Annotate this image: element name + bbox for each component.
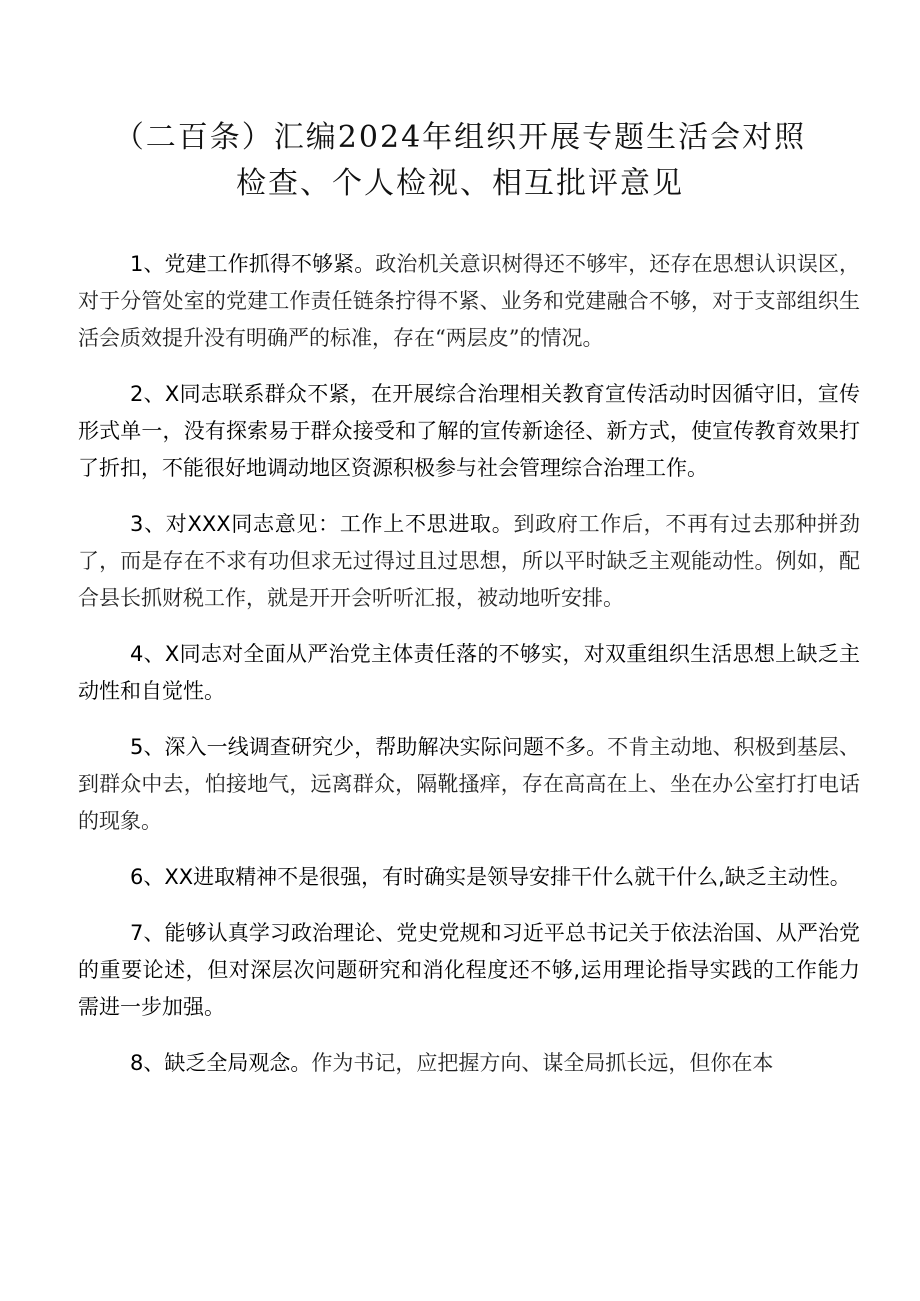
paragraph-1-heading: 1、党建工作抓得不够紧。	[130, 252, 376, 276]
document-title-line-1: （二百条）汇编2024年组织开展专题生活会对照	[113, 120, 807, 155]
paragraph-5	[78, 729, 860, 840]
paragraph-8	[78, 1045, 860, 1082]
paragraph-2	[78, 376, 860, 487]
paragraph-5-text: 不肯主动地、积极到基层、到群众中去，怕接地气，远离群众，隔靴搔痒，存在高高在上、坐在办公室打打电话的现象。	[78, 735, 861, 833]
document-body	[78, 246, 860, 1101]
paragraph-2-heading: 2、X同志联系群众不紧，在开展综合治理相关教育宣传活动时因循守旧，宣传形式单一，没有探索易于群众接受和了解的宣传新途径、新方式，使宣传教育效果打了折扣，不能很好地调动地区资源积极参与社会管理综合治理工作。	[78, 382, 860, 480]
paragraph-3-text: 到政府工作后，不再有过去那种拼劲了，而是存在不求有功但求无过得过且过思想，所以平时缺乏主观能动性。例如，配合县长抓财税工作，就是开开会听听汇报，被动地听安排。	[78, 512, 860, 610]
paragraph-8-text: 作为书记，应把握方向、谋全局抓长远，但你在本	[311, 1051, 774, 1075]
document-title-line-2: 检查、个人检视、相互批评意见	[236, 166, 684, 201]
paragraph-7	[78, 915, 860, 1026]
paragraph-8-heading: 8、缺乏全局观念。	[130, 1051, 312, 1075]
paragraph-1-text: 政治机关意识树得还不够牢，还存在思想认识误区，对于分管处室的党建工作责任链条拧得不紧、业务和党建融合不够，对于支部组织生活会质效提升没有明确严的标准，存在“两层皮”的情况。	[78, 252, 860, 350]
paragraph-5-heading: 5、深入一线调查研究少，帮助解决实际问题不多。	[130, 735, 608, 759]
paragraph-4	[78, 636, 860, 710]
paragraph-6	[78, 859, 860, 896]
paragraph-4-heading: 4、X同志对全面从严治党主体责任落的不够实，对双重组织生活思想上缺乏主动性和自觉性。	[78, 642, 860, 703]
paragraph-3	[78, 506, 860, 617]
paragraph-6-heading: 6、XX进取精神不是很强，有时确实是领导安排干什么就干什么,缺乏主动性。	[130, 865, 851, 889]
paragraph-7-heading: 7、能够认真学习政治理论、党史党规和习近平总书记关于依法治国、从严治党的重要论述，但对深层次问题研究和消化程度还不够,运用理论指导实践的工作能力需进一步加强。	[78, 921, 860, 1019]
paragraph-1	[78, 246, 860, 357]
paragraph-3-heading: 3、对XXX同志意见：工作上不思进取。	[130, 512, 514, 536]
